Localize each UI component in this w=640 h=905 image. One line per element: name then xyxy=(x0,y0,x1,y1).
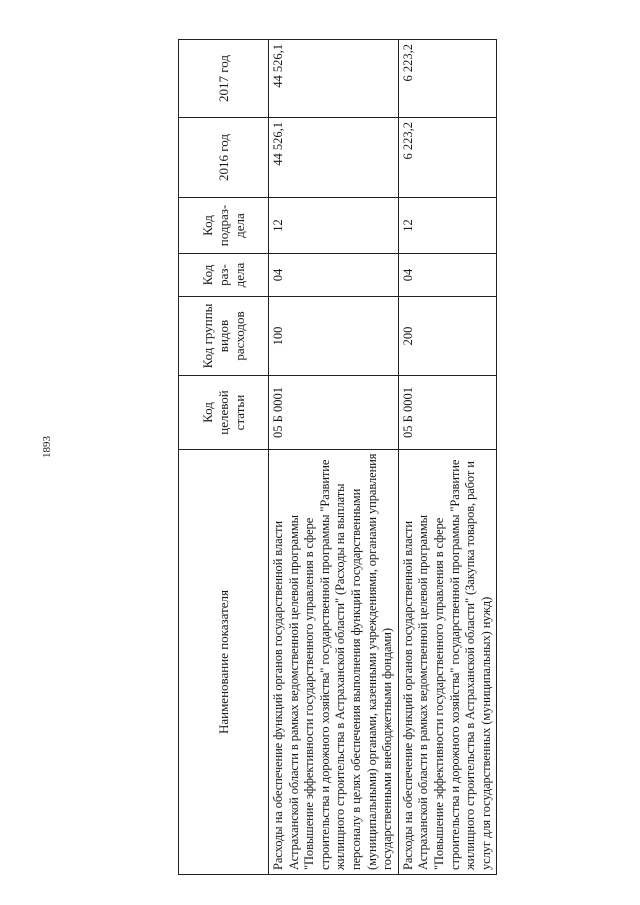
header-section: Код раз-дела xyxy=(179,254,269,297)
cell-indicator-name: Расходы на обеспечение функций органов государственной власти Астраханской области в рамках ведомственной целевой программы "Повышение эффективности государственного управления в сфере строительства и дорожного хозяйства" государственной программы "Развитие жилищного строительства в Астраханской области" (Расходы на выплаты персоналу в целях обеспечения выполнения функций государственными (муниципальными) органами, казенными учреждениями, органами управления государственными внебюджетными фондами) xyxy=(269,450,399,875)
table-row xyxy=(398,40,497,875)
cell-target-code: 05 Б 0001 xyxy=(398,376,497,450)
cell-expense-group: 100 xyxy=(269,297,399,376)
cell-subsection: 12 xyxy=(269,198,399,254)
header-subsection: Код подраз-дела xyxy=(179,198,269,254)
cell-amount-2016: 44 526,1 xyxy=(269,118,399,198)
header-indicator-name: Наименование показателя xyxy=(179,450,269,875)
table-wrapper xyxy=(178,40,493,875)
rotated-table-area xyxy=(178,40,493,875)
page-number: 1893 xyxy=(41,436,53,458)
cell-indicator-name: Расходы на обеспечение функций органов государственной власти Астраханской области в рамках ведомственной целевой программы "Повышение эффективности государственного управления в сфере строительства и дорожного хозяйства" государственной программы "Развитие жилищного строительства в Астраханской области" (Закупка товаров, работ и услуг для государственных (муниципальных) нужд) xyxy=(398,450,497,875)
cell-amount-2017: 6 223,2 xyxy=(398,40,497,118)
cell-section: 04 xyxy=(269,254,399,297)
cell-subsection: 12 xyxy=(398,198,497,254)
cell-section: 04 xyxy=(398,254,497,297)
table-header-row xyxy=(179,40,269,875)
cell-expense-group: 200 xyxy=(398,297,497,376)
cell-target-code: 05 Б 0001 xyxy=(269,376,399,450)
cell-amount-2017: 44 526,1 xyxy=(269,40,399,118)
header-expense-group: Код группы видов расходов xyxy=(179,297,269,376)
budget-table xyxy=(178,39,497,875)
header-year-2016: 2016 год xyxy=(179,118,269,198)
cell-amount-2016: 6 223,2 xyxy=(398,118,497,198)
table-row xyxy=(269,40,399,875)
header-year-2017: 2017 год xyxy=(179,40,269,118)
header-target-code: Код целевой статьи xyxy=(179,376,269,450)
